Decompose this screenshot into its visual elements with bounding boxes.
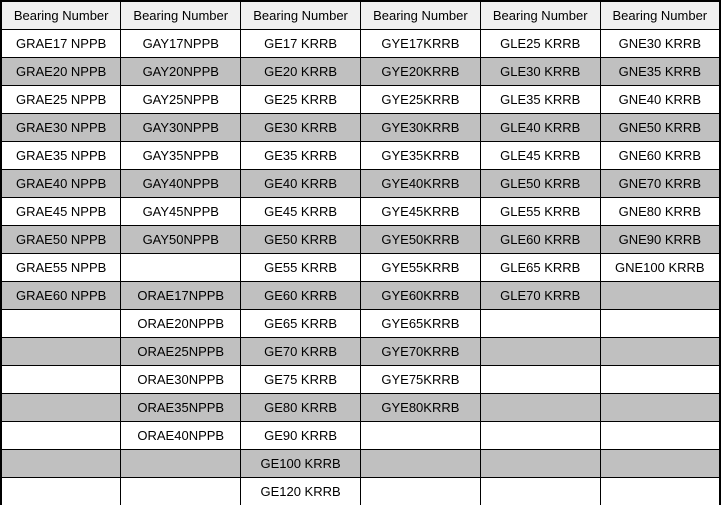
bearing-number-cell: GNE60 KRRB: [600, 142, 720, 170]
bearing-number-cell: GAY30NPPB: [121, 114, 241, 142]
bearing-number-cell: GYE25KRRB: [360, 86, 480, 114]
bearing-number-cell: [600, 338, 720, 366]
bearing-number-cell: GE120 KRRB: [241, 478, 361, 505]
bearing-number-cell: [121, 478, 241, 505]
bearing-number-cell: GYE17KRRB: [360, 30, 480, 58]
bearing-number-cell: GLE35 KRRB: [480, 86, 600, 114]
table-row: [1, 86, 720, 114]
bearing-number-cell: GYE80KRRB: [360, 394, 480, 422]
bearing-number-cell: [1, 338, 121, 366]
table-row: [1, 254, 720, 282]
bearing-number-cell: GE80 KRRB: [241, 394, 361, 422]
header-cell: Bearing Number: [480, 1, 600, 30]
bearing-number-cell: [600, 450, 720, 478]
bearing-number-cell: GYE45KRRB: [360, 198, 480, 226]
table-row: [1, 282, 720, 310]
bearing-number-cell: [1, 394, 121, 422]
bearing-number-cell: GNE90 KRRB: [600, 226, 720, 254]
table-row: [1, 478, 720, 505]
table-row: [1, 226, 720, 254]
bearing-number-cell: [480, 450, 600, 478]
bearing-number-cell: GE35 KRRB: [241, 142, 361, 170]
bearing-number-cell: [600, 310, 720, 338]
bearing-number-cell: ORAE35NPPB: [121, 394, 241, 422]
bearing-number-cell: GRAE40 NPPB: [1, 170, 121, 198]
bearing-number-cell: GAY35NPPB: [121, 142, 241, 170]
bearing-number-cell: GNE30 KRRB: [600, 30, 720, 58]
bearing-number-cell: [480, 422, 600, 450]
header-cell: Bearing Number: [600, 1, 720, 30]
bearing-number-cell: [121, 450, 241, 478]
bearing-number-cell: [480, 310, 600, 338]
bearing-number-cell: ORAE30NPPB: [121, 366, 241, 394]
bearing-number-cell: GNE70 KRRB: [600, 170, 720, 198]
bearing-number-cell: [480, 366, 600, 394]
bearing-number-cell: GLE45 KRRB: [480, 142, 600, 170]
bearing-number-cell: GYE75KRRB: [360, 366, 480, 394]
table-header: [1, 1, 720, 30]
bearing-number-cell: GRAE55 NPPB: [1, 254, 121, 282]
bearing-number-cell: GE60 KRRB: [241, 282, 361, 310]
bearing-number-cell: [360, 450, 480, 478]
bearing-number-cell: GLE30 KRRB: [480, 58, 600, 86]
bearing-number-cell: GYE55KRRB: [360, 254, 480, 282]
bearing-number-cell: GRAE30 NPPB: [1, 114, 121, 142]
header-cell: Bearing Number: [121, 1, 241, 30]
table-row: [1, 338, 720, 366]
bearing-number-cell: GAY17NPPB: [121, 30, 241, 58]
header-cell: Bearing Number: [360, 1, 480, 30]
bearing-number-cell: GE70 KRRB: [241, 338, 361, 366]
bearing-number-cell: GE50 KRRB: [241, 226, 361, 254]
bearing-number-cell: GYE70KRRB: [360, 338, 480, 366]
bearing-number-cell: GRAE60 NPPB: [1, 282, 121, 310]
bearing-number-cell: GLE70 KRRB: [480, 282, 600, 310]
bearing-number-cell: [480, 338, 600, 366]
bearing-number-cell: [600, 478, 720, 505]
table-row: [1, 450, 720, 478]
bearing-number-cell: GE20 KRRB: [241, 58, 361, 86]
bearing-number-cell: [360, 422, 480, 450]
bearing-number-cell: [1, 310, 121, 338]
bearing-number-cell: GE90 KRRB: [241, 422, 361, 450]
bearing-number-cell: GYE20KRRB: [360, 58, 480, 86]
bearing-number-cell: GYE35KRRB: [360, 142, 480, 170]
table-row: [1, 58, 720, 86]
bearing-number-cell: GYE60KRRB: [360, 282, 480, 310]
bearing-number-cell: GRAE45 NPPB: [1, 198, 121, 226]
bearing-number-cell: GLE55 KRRB: [480, 198, 600, 226]
bearing-number-cell: [480, 478, 600, 505]
table-row: [1, 422, 720, 450]
table-body: [1, 30, 720, 505]
bearing-number-cell: GAY50NPPB: [121, 226, 241, 254]
table-row: [1, 366, 720, 394]
bearing-number-cell: GRAE50 NPPB: [1, 226, 121, 254]
table-row: [1, 198, 720, 226]
bearing-number-cell: GNE50 KRRB: [600, 114, 720, 142]
header-cell: Bearing Number: [1, 1, 121, 30]
bearing-number-cell: GRAE35 NPPB: [1, 142, 121, 170]
header-row: [1, 1, 720, 30]
table-row: [1, 170, 720, 198]
bearing-number-cell: GNE40 KRRB: [600, 86, 720, 114]
bearing-number-cell: [480, 394, 600, 422]
bearing-number-cell: GAY25NPPB: [121, 86, 241, 114]
bearing-number-cell: GAY40NPPB: [121, 170, 241, 198]
table-row: [1, 310, 720, 338]
table-row: [1, 114, 720, 142]
bearing-number-cell: GE17 KRRB: [241, 30, 361, 58]
bearing-number-cell: ORAE25NPPB: [121, 338, 241, 366]
bearing-number-cell: [1, 478, 121, 505]
bearing-number-cell: ORAE17NPPB: [121, 282, 241, 310]
bearing-number-cell: GAY20NPPB: [121, 58, 241, 86]
table-row: [1, 142, 720, 170]
bearing-number-cell: GNE35 KRRB: [600, 58, 720, 86]
bearing-number-cell: GE45 KRRB: [241, 198, 361, 226]
bearing-number-cell: GE40 KRRB: [241, 170, 361, 198]
bearing-number-cell: GE30 KRRB: [241, 114, 361, 142]
bearing-number-cell: [1, 422, 121, 450]
bearing-number-cell: [121, 254, 241, 282]
bearing-number-cell: GNE100 KRRB: [600, 254, 720, 282]
bearing-number-cell: [600, 394, 720, 422]
table-row: [1, 30, 720, 58]
header-cell: Bearing Number: [241, 1, 361, 30]
bearing-number-cell: [600, 366, 720, 394]
table-row: [1, 394, 720, 422]
bearing-number-cell: [600, 282, 720, 310]
bearing-number-cell: GLE65 KRRB: [480, 254, 600, 282]
bearing-number-cell: GYE30KRRB: [360, 114, 480, 142]
bearing-number-cell: GE25 KRRB: [241, 86, 361, 114]
bearing-number-cell: GRAE20 NPPB: [1, 58, 121, 86]
bearing-number-cell: [1, 366, 121, 394]
bearing-number-cell: GNE80 KRRB: [600, 198, 720, 226]
bearing-number-cell: GYE65KRRB: [360, 310, 480, 338]
bearing-number-cell: GLE40 KRRB: [480, 114, 600, 142]
bearing-number-cell: GE55 KRRB: [241, 254, 361, 282]
bearing-number-cell: GE75 KRRB: [241, 366, 361, 394]
bearing-number-cell: GLE60 KRRB: [480, 226, 600, 254]
bearing-number-cell: GLE50 KRRB: [480, 170, 600, 198]
bearing-number-cell: ORAE40NPPB: [121, 422, 241, 450]
bearing-number-cell: GE100 KRRB: [241, 450, 361, 478]
bearing-number-cell: GRAE25 NPPB: [1, 86, 121, 114]
bearing-number-cell: GE65 KRRB: [241, 310, 361, 338]
bearing-number-cell: GLE25 KRRB: [480, 30, 600, 58]
bearing-number-cell: [600, 422, 720, 450]
bearing-number-cell: [360, 478, 480, 505]
bearing-number-cell: GAY45NPPB: [121, 198, 241, 226]
bearing-number-cell: GRAE17 NPPB: [1, 30, 121, 58]
bearing-number-cell: [1, 450, 121, 478]
bearing-number-cell: GYE40KRRB: [360, 170, 480, 198]
bearing-number-cell: ORAE20NPPB: [121, 310, 241, 338]
bearing-number-cell: GYE50KRRB: [360, 226, 480, 254]
